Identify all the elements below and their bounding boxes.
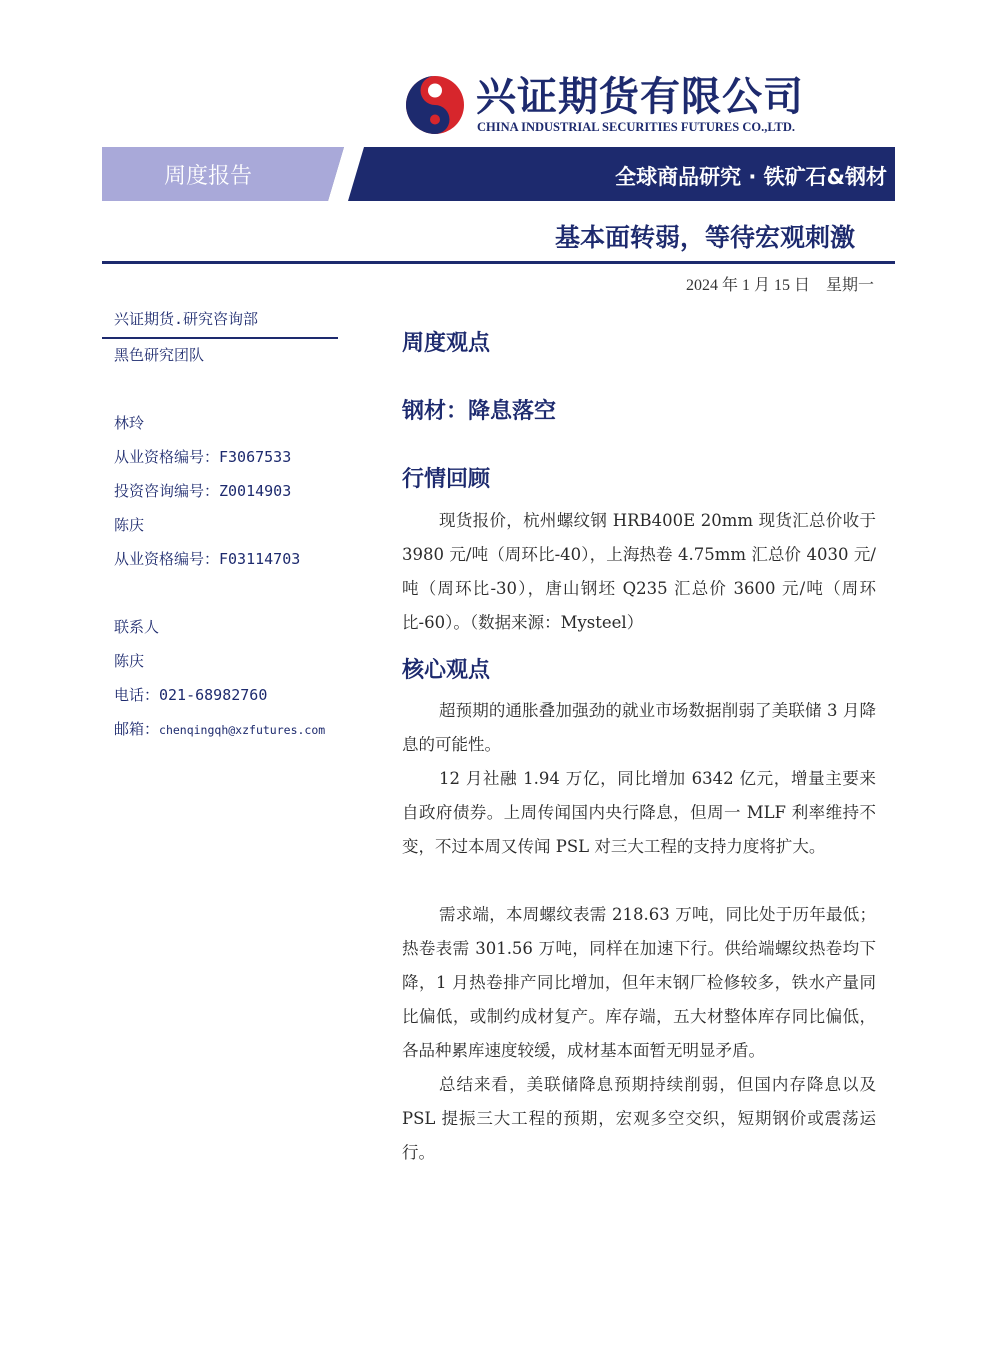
company-name-cn: 兴证期货有限公司	[476, 73, 804, 120]
weekly-view-heading: 周度观点	[402, 331, 491, 356]
report-banner	[102, 147, 895, 201]
contact-name: 陈庆	[114, 652, 145, 670]
team-name: 黑色研究团队	[114, 346, 205, 364]
core-view-heading: 核心观点	[402, 658, 491, 683]
author-sidebar	[114, 306, 338, 738]
core-view-paragraph: 需求端，本周螺纹表需 218.63 万吨，同比处于历年最低；热卷表需 301.56 万吨，同样在加速下行。供给端螺纹热卷均下降，1 月热卷排产同比增加，但年末钢厂检修较多，铁水产量同比偏低，或制约成材复产。库存端，五大材整体库存同比偏低，各品种累库速度较缓，成材基本面暂无明显矛盾。	[402, 905, 876, 1060]
report-category-label: 全球商品研究 · 铁矿石&钢材	[615, 165, 887, 189]
analyst-advisor-id: 投资咨询编号：Z0014903	[114, 482, 292, 500]
contact-email[interactable]: chenqingqh@xzfutures.com	[159, 723, 326, 737]
email-label: 邮箱：	[114, 720, 160, 738]
core-view-paragraph: 总结来看，美联储降息预期持续削弱，但国内存降息以及 PSL 提振三大工程的预期，宏观多空交织，短期钢价或震荡运行。	[402, 1075, 876, 1162]
market-review-heading: 行情回顾	[402, 467, 491, 492]
report-type-label: 周度报告	[164, 164, 253, 189]
core-view-paragraph: 12 月社融 1.94 万亿，同比增加 6342 亿元，增量主要来自政府债券。上周传闻国内央行降息，但周一 MLF 利率维持不变，不过本周又传闻 PSL 对三大工程的支持力度将扩大。	[402, 769, 876, 856]
company-name-en: CHINA INDUSTRIAL SECURITIES FUTURES CO.,LTD.	[477, 120, 796, 134]
contact-phone: 电话：021-68982760	[114, 686, 268, 704]
contact-email-row	[114, 718, 325, 739]
department-name: 兴证期货.研究咨询部	[114, 310, 259, 328]
company-logo	[404, 72, 874, 138]
analyst-license: 从业资格编号：F03114703	[114, 550, 301, 568]
report-date: 2024 年 1 月 15 日 星期一	[685, 277, 874, 294]
market-review-paragraph: 现货报价，杭州螺纹钢 HRB400E 20mm 现货汇总价收于 3980 元/吨（周环比-40），上海热卷 4.75mm 汇总价 4030 元/吨（周环比-30），唐山钢坯 Q235 汇总价 3600 元/吨（周环比-60）。（数据来源：Mysteel）	[402, 511, 876, 632]
header-divider	[102, 261, 895, 264]
analyst-license: 从业资格编号：F3067533	[114, 448, 292, 466]
sidebar-divider	[102, 337, 338, 339]
steel-heading: 钢材：降息落空	[402, 399, 557, 424]
report-headline: 基本面转弱，等待宏观刺激	[554, 223, 855, 252]
analyst-name: 陈庆	[114, 516, 145, 534]
analyst-name: 林玲	[114, 414, 145, 432]
core-view-paragraph: 超预期的通胀叠加强劲的就业市场数据削弱了美联储 3 月降息的可能性。	[402, 701, 876, 754]
contact-label: 联系人	[114, 618, 160, 636]
company-logo-icon	[404, 74, 466, 136]
